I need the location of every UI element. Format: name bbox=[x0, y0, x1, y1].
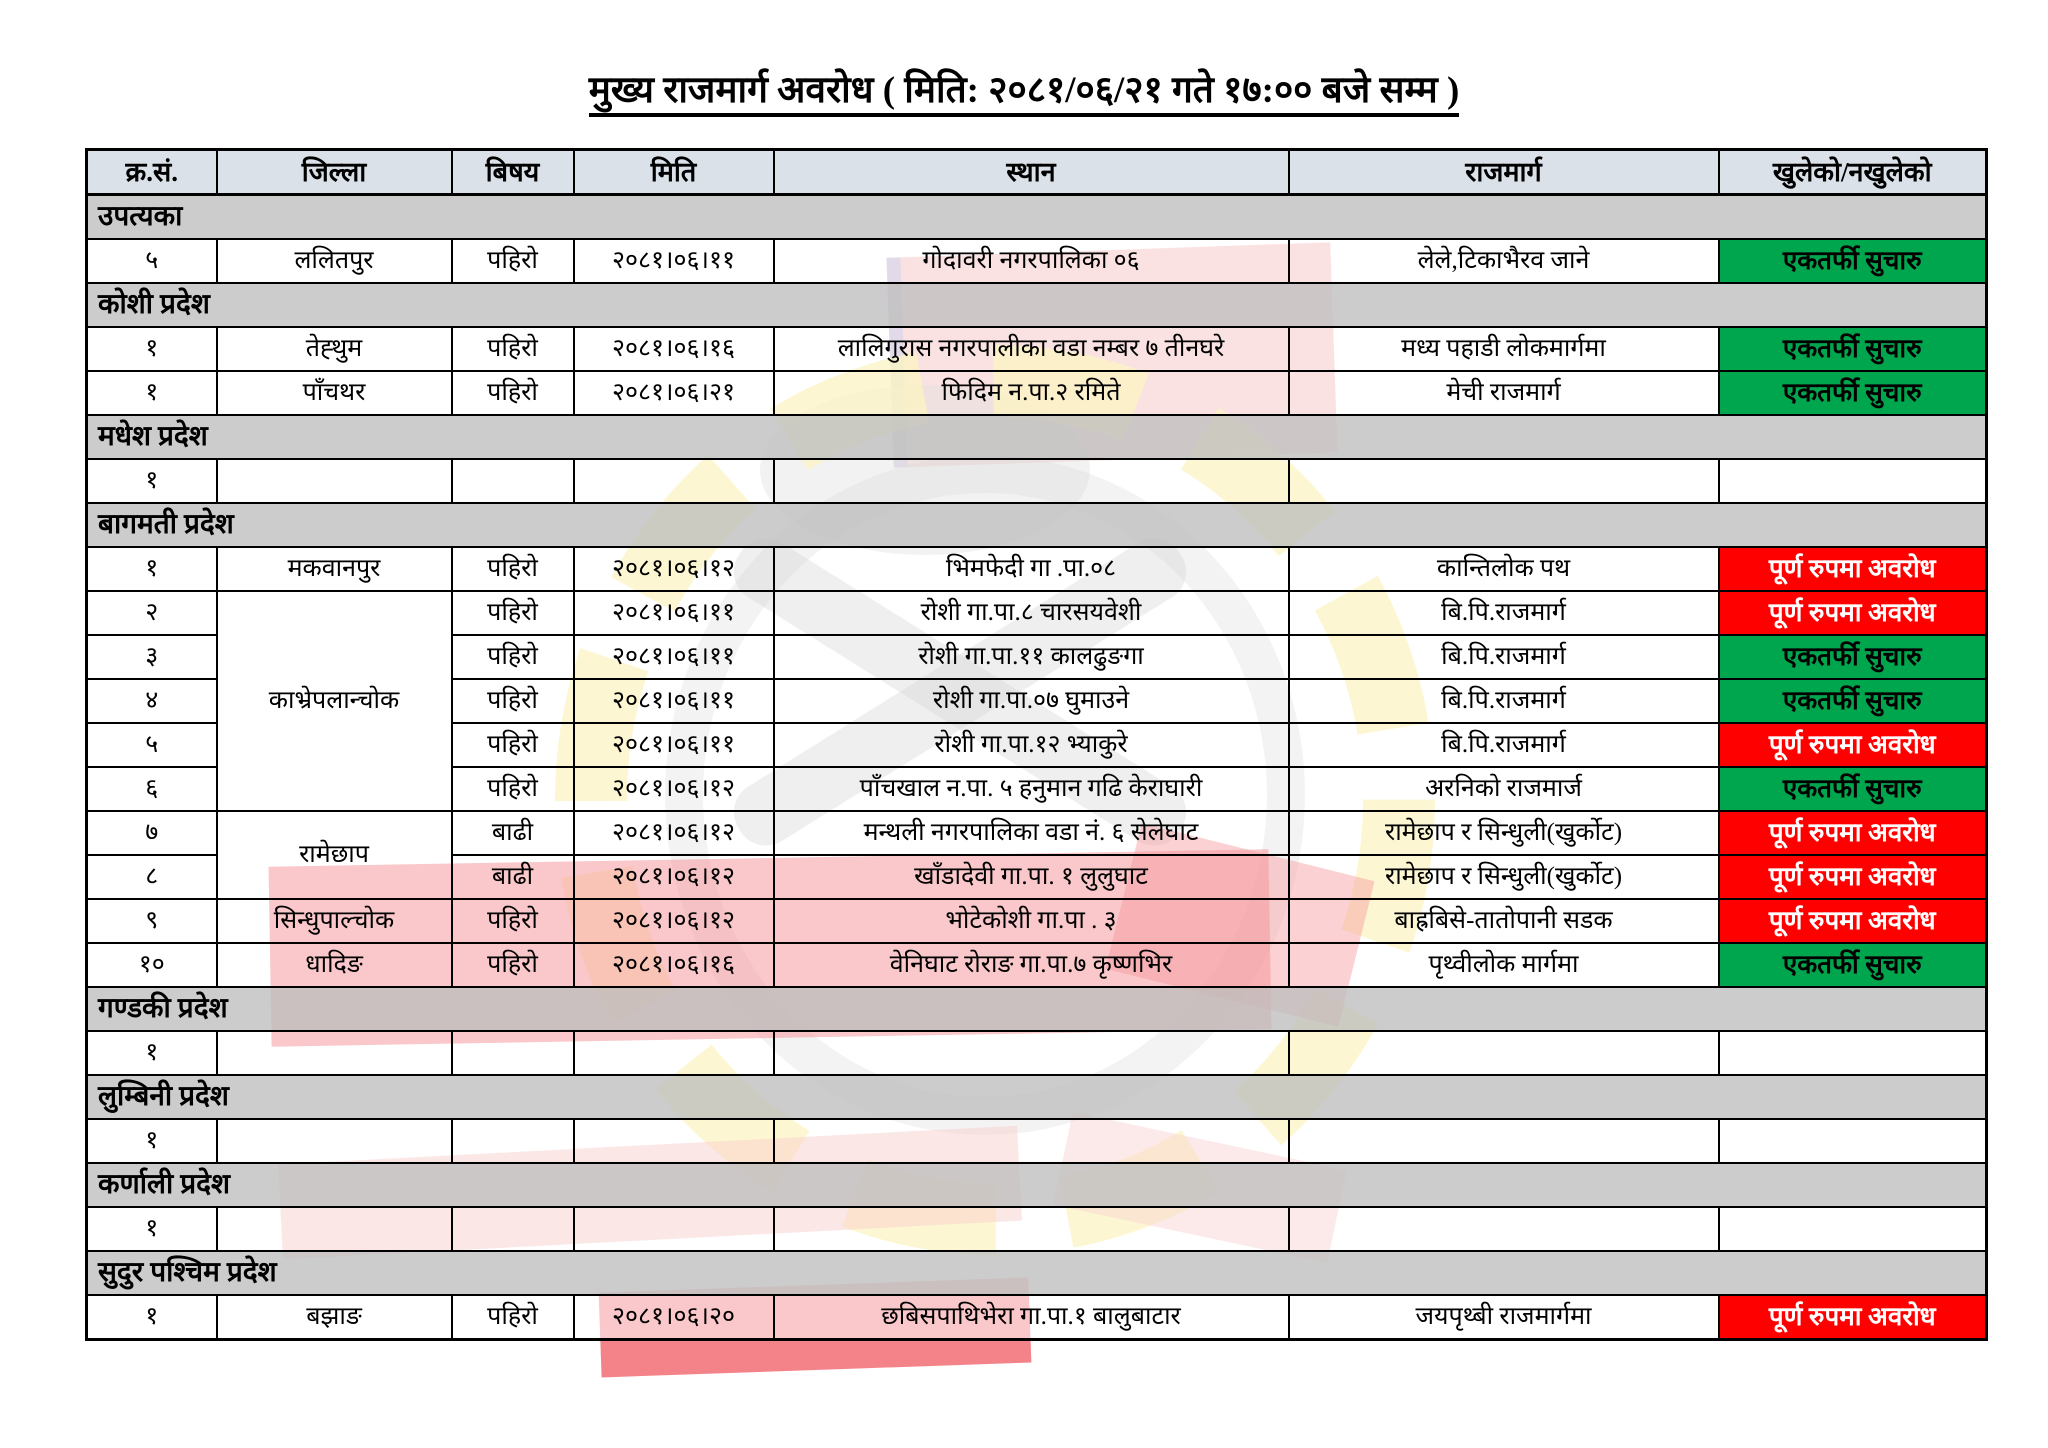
column-header: स्थान bbox=[774, 150, 1289, 195]
status-badge: पूर्ण रुपमा अवरोध bbox=[1719, 1295, 1987, 1340]
cell-subject: पहिरो bbox=[452, 767, 574, 811]
section-header-row bbox=[87, 283, 1987, 327]
cell-subject: पहिरो bbox=[452, 899, 574, 943]
cell-serial-number: १० bbox=[87, 943, 217, 987]
cell-district: ललितपुर bbox=[217, 239, 452, 283]
cell-serial-number: ५ bbox=[87, 239, 217, 283]
cell-place: रोशी गा.पा.०७ घुमाउने bbox=[774, 679, 1289, 723]
cell-serial-number: ९ bbox=[87, 899, 217, 943]
cell-district: मकवानपुर bbox=[217, 547, 452, 591]
cell-place: रोशी गा.पा.८ चारसयवेशी bbox=[774, 591, 1289, 635]
status-badge: पूर्ण रुपमा अवरोध bbox=[1719, 811, 1987, 855]
cell-subject: बाढी bbox=[452, 855, 574, 899]
cell-date: २०८१।०६।१२ bbox=[574, 547, 774, 591]
cell-highway bbox=[1289, 1119, 1719, 1163]
table-row bbox=[87, 371, 1987, 415]
status-badge bbox=[1719, 1119, 1987, 1163]
cell-highway: बि.पि.राजमार्ग bbox=[1289, 679, 1719, 723]
status-badge bbox=[1719, 1207, 1987, 1251]
cell-subject: पहिरो bbox=[452, 327, 574, 371]
cell-date bbox=[574, 1031, 774, 1075]
cell-highway: लेले,टिकाभैरव जाने bbox=[1289, 239, 1719, 283]
column-header: मिति bbox=[574, 150, 774, 195]
cell-place: मन्थली नगरपालिका वडा नं. ६ सेलेघाट bbox=[774, 811, 1289, 855]
cell-highway: अरनिको राजमार्ज bbox=[1289, 767, 1719, 811]
status-badge: पूर्ण रुपमा अवरोध bbox=[1719, 723, 1987, 767]
section-label: बागमती प्रदेश bbox=[87, 503, 1987, 547]
cell-highway: बाह्रबिसे-तातोपानी सडक bbox=[1289, 899, 1719, 943]
cell-subject: पहिरो bbox=[452, 547, 574, 591]
cell-date: २०८१।०६।११ bbox=[574, 679, 774, 723]
cell-highway: कान्तिलोक पथ bbox=[1289, 547, 1719, 591]
cell-highway bbox=[1289, 1207, 1719, 1251]
cell-serial-number: १ bbox=[87, 371, 217, 415]
table-header-row bbox=[87, 150, 1987, 195]
table-row bbox=[87, 811, 1987, 855]
section-header-row bbox=[87, 1163, 1987, 1207]
cell-district bbox=[217, 1119, 452, 1163]
cell-serial-number: १ bbox=[87, 1031, 217, 1075]
cell-date: २०८१।०६।१२ bbox=[574, 811, 774, 855]
cell-district: पाँचथर bbox=[217, 371, 452, 415]
cell-district bbox=[217, 1207, 452, 1251]
cell-place: भिमफेदी गा .पा.०८ bbox=[774, 547, 1289, 591]
cell-serial-number: ६ bbox=[87, 767, 217, 811]
cell-serial-number: १ bbox=[87, 1207, 217, 1251]
cell-serial-number: १ bbox=[87, 1295, 217, 1340]
cell-subject: पहिरो bbox=[452, 371, 574, 415]
cell-district: काभ्रेपलान्चोक bbox=[217, 591, 452, 811]
column-header: राजमार्ग bbox=[1289, 150, 1719, 195]
cell-date: २०८१।०६।२० bbox=[574, 1295, 774, 1340]
status-badge: पूर्ण रुपमा अवरोध bbox=[1719, 899, 1987, 943]
cell-district bbox=[217, 459, 452, 503]
table-row bbox=[87, 1207, 1987, 1251]
cell-place: फिदिम न.पा.२ रमिते bbox=[774, 371, 1289, 415]
column-header: जिल्ला bbox=[217, 150, 452, 195]
cell-place: रोशी गा.पा.१२ भ्याकुरे bbox=[774, 723, 1289, 767]
table-row bbox=[87, 1119, 1987, 1163]
table-row bbox=[87, 943, 1987, 987]
cell-subject bbox=[452, 1119, 574, 1163]
cell-serial-number: १ bbox=[87, 1119, 217, 1163]
table-row bbox=[87, 591, 1987, 635]
status-badge: एकतर्फी सुचारु bbox=[1719, 371, 1987, 415]
section-header-row bbox=[87, 415, 1987, 459]
section-header-row bbox=[87, 987, 1987, 1031]
cell-serial-number: ४ bbox=[87, 679, 217, 723]
section-label: कोशी प्रदेश bbox=[87, 283, 1987, 327]
status-badge: एकतर्फी सुचारु bbox=[1719, 679, 1987, 723]
cell-serial-number: १ bbox=[87, 459, 217, 503]
cell-subject: पहिरो bbox=[452, 679, 574, 723]
cell-serial-number: ७ bbox=[87, 811, 217, 855]
cell-district: धादिङ bbox=[217, 943, 452, 987]
section-header-row bbox=[87, 195, 1987, 240]
cell-subject: पहिरो bbox=[452, 723, 574, 767]
cell-district: रामेछाप bbox=[217, 811, 452, 899]
column-header: बिषय bbox=[452, 150, 574, 195]
table-row bbox=[87, 239, 1987, 283]
cell-date: २०८१।०६।११ bbox=[574, 635, 774, 679]
table-row bbox=[87, 1031, 1987, 1075]
cell-place: रोशी गा.पा.११ कालढुङगा bbox=[774, 635, 1289, 679]
cell-serial-number: १ bbox=[87, 327, 217, 371]
status-badge: एकतर्फी सुचारु bbox=[1719, 327, 1987, 371]
status-badge: पूर्ण रुपमा अवरोध bbox=[1719, 547, 1987, 591]
table-row bbox=[87, 899, 1987, 943]
cell-highway: रामेछाप र सिन्धुली(खुर्कोट) bbox=[1289, 811, 1719, 855]
cell-date: २०८१।०६।२१ bbox=[574, 371, 774, 415]
section-label: कर्णाली प्रदेश bbox=[87, 1163, 1987, 1207]
cell-date: २०८१।०६।१२ bbox=[574, 899, 774, 943]
cell-serial-number: ८ bbox=[87, 855, 217, 899]
cell-place: वेनिघाट रोराङ गा.पा.७ कृष्णभिर bbox=[774, 943, 1289, 987]
cell-highway: मध्य पहाडी लोकमार्गमा bbox=[1289, 327, 1719, 371]
section-label: गण्डकी प्रदेश bbox=[87, 987, 1987, 1031]
section-label: लुम्बिनी प्रदेश bbox=[87, 1075, 1987, 1119]
section-label: सुदुर पश्चिम प्रदेश bbox=[87, 1251, 1987, 1295]
section-header-row bbox=[87, 1075, 1987, 1119]
table-row bbox=[87, 1295, 1987, 1340]
cell-place: पाँचखाल न.पा. ५ हनुमान गढि केराघारी bbox=[774, 767, 1289, 811]
cell-subject: पहिरो bbox=[452, 635, 574, 679]
cell-highway bbox=[1289, 1031, 1719, 1075]
cell-district: बझाङ bbox=[217, 1295, 452, 1340]
cell-place: गोदावरी नगरपालिका ०६ bbox=[774, 239, 1289, 283]
cell-serial-number: ५ bbox=[87, 723, 217, 767]
column-header: क्र.सं. bbox=[87, 150, 217, 195]
cell-date bbox=[574, 459, 774, 503]
cell-place: छबिसपाथिभेरा गा.पा.१ बालुबाटार bbox=[774, 1295, 1289, 1340]
table-row bbox=[87, 547, 1987, 591]
highway-table bbox=[85, 148, 1988, 1341]
cell-highway: मेची राजमार्ग bbox=[1289, 371, 1719, 415]
cell-serial-number: २ bbox=[87, 591, 217, 635]
cell-district: तेह्थुम bbox=[217, 327, 452, 371]
cell-subject bbox=[452, 1031, 574, 1075]
cell-serial-number: ३ bbox=[87, 635, 217, 679]
cell-highway: बि.पि.राजमार्ग bbox=[1289, 635, 1719, 679]
cell-date: २०८१।०६।१२ bbox=[574, 855, 774, 899]
section-label: मधेश प्रदेश bbox=[87, 415, 1987, 459]
status-badge: एकतर्फी सुचारु bbox=[1719, 635, 1987, 679]
cell-place: लालिगुरास नगरपालीका वडा नम्बर ७ तीनघरे bbox=[774, 327, 1289, 371]
column-header: खुलेको/नखुलेको bbox=[1719, 150, 1987, 195]
status-badge bbox=[1719, 459, 1987, 503]
cell-subject: पहिरो bbox=[452, 943, 574, 987]
cell-subject bbox=[452, 1207, 574, 1251]
cell-district: सिन्धुपाल्चोक bbox=[217, 899, 452, 943]
cell-date bbox=[574, 1119, 774, 1163]
status-badge: एकतर्फी सुचारु bbox=[1719, 239, 1987, 283]
cell-subject: पहिरो bbox=[452, 1295, 574, 1340]
cell-highway bbox=[1289, 459, 1719, 503]
cell-date: २०८१।०६।११ bbox=[574, 239, 774, 283]
cell-subject: पहिरो bbox=[452, 239, 574, 283]
cell-place bbox=[774, 1119, 1289, 1163]
cell-date: २०८१।०६।११ bbox=[574, 591, 774, 635]
cell-date: २०८१।०६।११ bbox=[574, 723, 774, 767]
highway-table-container bbox=[85, 148, 1985, 1341]
cell-subject bbox=[452, 459, 574, 503]
status-badge: एकतर्फी सुचारु bbox=[1719, 943, 1987, 987]
cell-place: खाँडादेवी गा.पा. १ लुलुघाट bbox=[774, 855, 1289, 899]
status-badge bbox=[1719, 1031, 1987, 1075]
section-header-row bbox=[87, 503, 1987, 547]
cell-date: २०८१।०६।१६ bbox=[574, 327, 774, 371]
cell-place bbox=[774, 459, 1289, 503]
section-header-row bbox=[87, 1251, 1987, 1295]
cell-highway: बि.पि.राजमार्ग bbox=[1289, 591, 1719, 635]
table-row bbox=[87, 327, 1987, 371]
cell-subject: बाढी bbox=[452, 811, 574, 855]
table-row bbox=[87, 459, 1987, 503]
cell-date bbox=[574, 1207, 774, 1251]
status-badge: एकतर्फी सुचारु bbox=[1719, 767, 1987, 811]
cell-place: भोटेकोशी गा.पा . ३ bbox=[774, 899, 1289, 943]
cell-district bbox=[217, 1031, 452, 1075]
cell-highway: पृथ्वीलोक मार्गमा bbox=[1289, 943, 1719, 987]
cell-subject: पहिरो bbox=[452, 591, 574, 635]
cell-highway: बि.पि.राजमार्ग bbox=[1289, 723, 1719, 767]
section-label: उपत्यका bbox=[87, 195, 1987, 240]
status-badge: पूर्ण रुपमा अवरोध bbox=[1719, 855, 1987, 899]
cell-place bbox=[774, 1031, 1289, 1075]
page-title bbox=[0, 62, 2048, 113]
cell-date: २०८१।०६।१२ bbox=[574, 767, 774, 811]
cell-place bbox=[774, 1207, 1289, 1251]
cell-date: २०८१।०६।१६ bbox=[574, 943, 774, 987]
cell-highway: रामेछाप र सिन्धुली(खुर्कोट) bbox=[1289, 855, 1719, 899]
page-title-text: मुख्य राजमार्ग अवरोध ( मिति: २०८१/०६/२१ गते १७:०० बजे सम्म ) bbox=[589, 70, 1460, 117]
cell-highway: जयपृथ्बी राजमार्गमा bbox=[1289, 1295, 1719, 1340]
cell-serial-number: १ bbox=[87, 547, 217, 591]
status-badge: पूर्ण रुपमा अवरोध bbox=[1719, 591, 1987, 635]
